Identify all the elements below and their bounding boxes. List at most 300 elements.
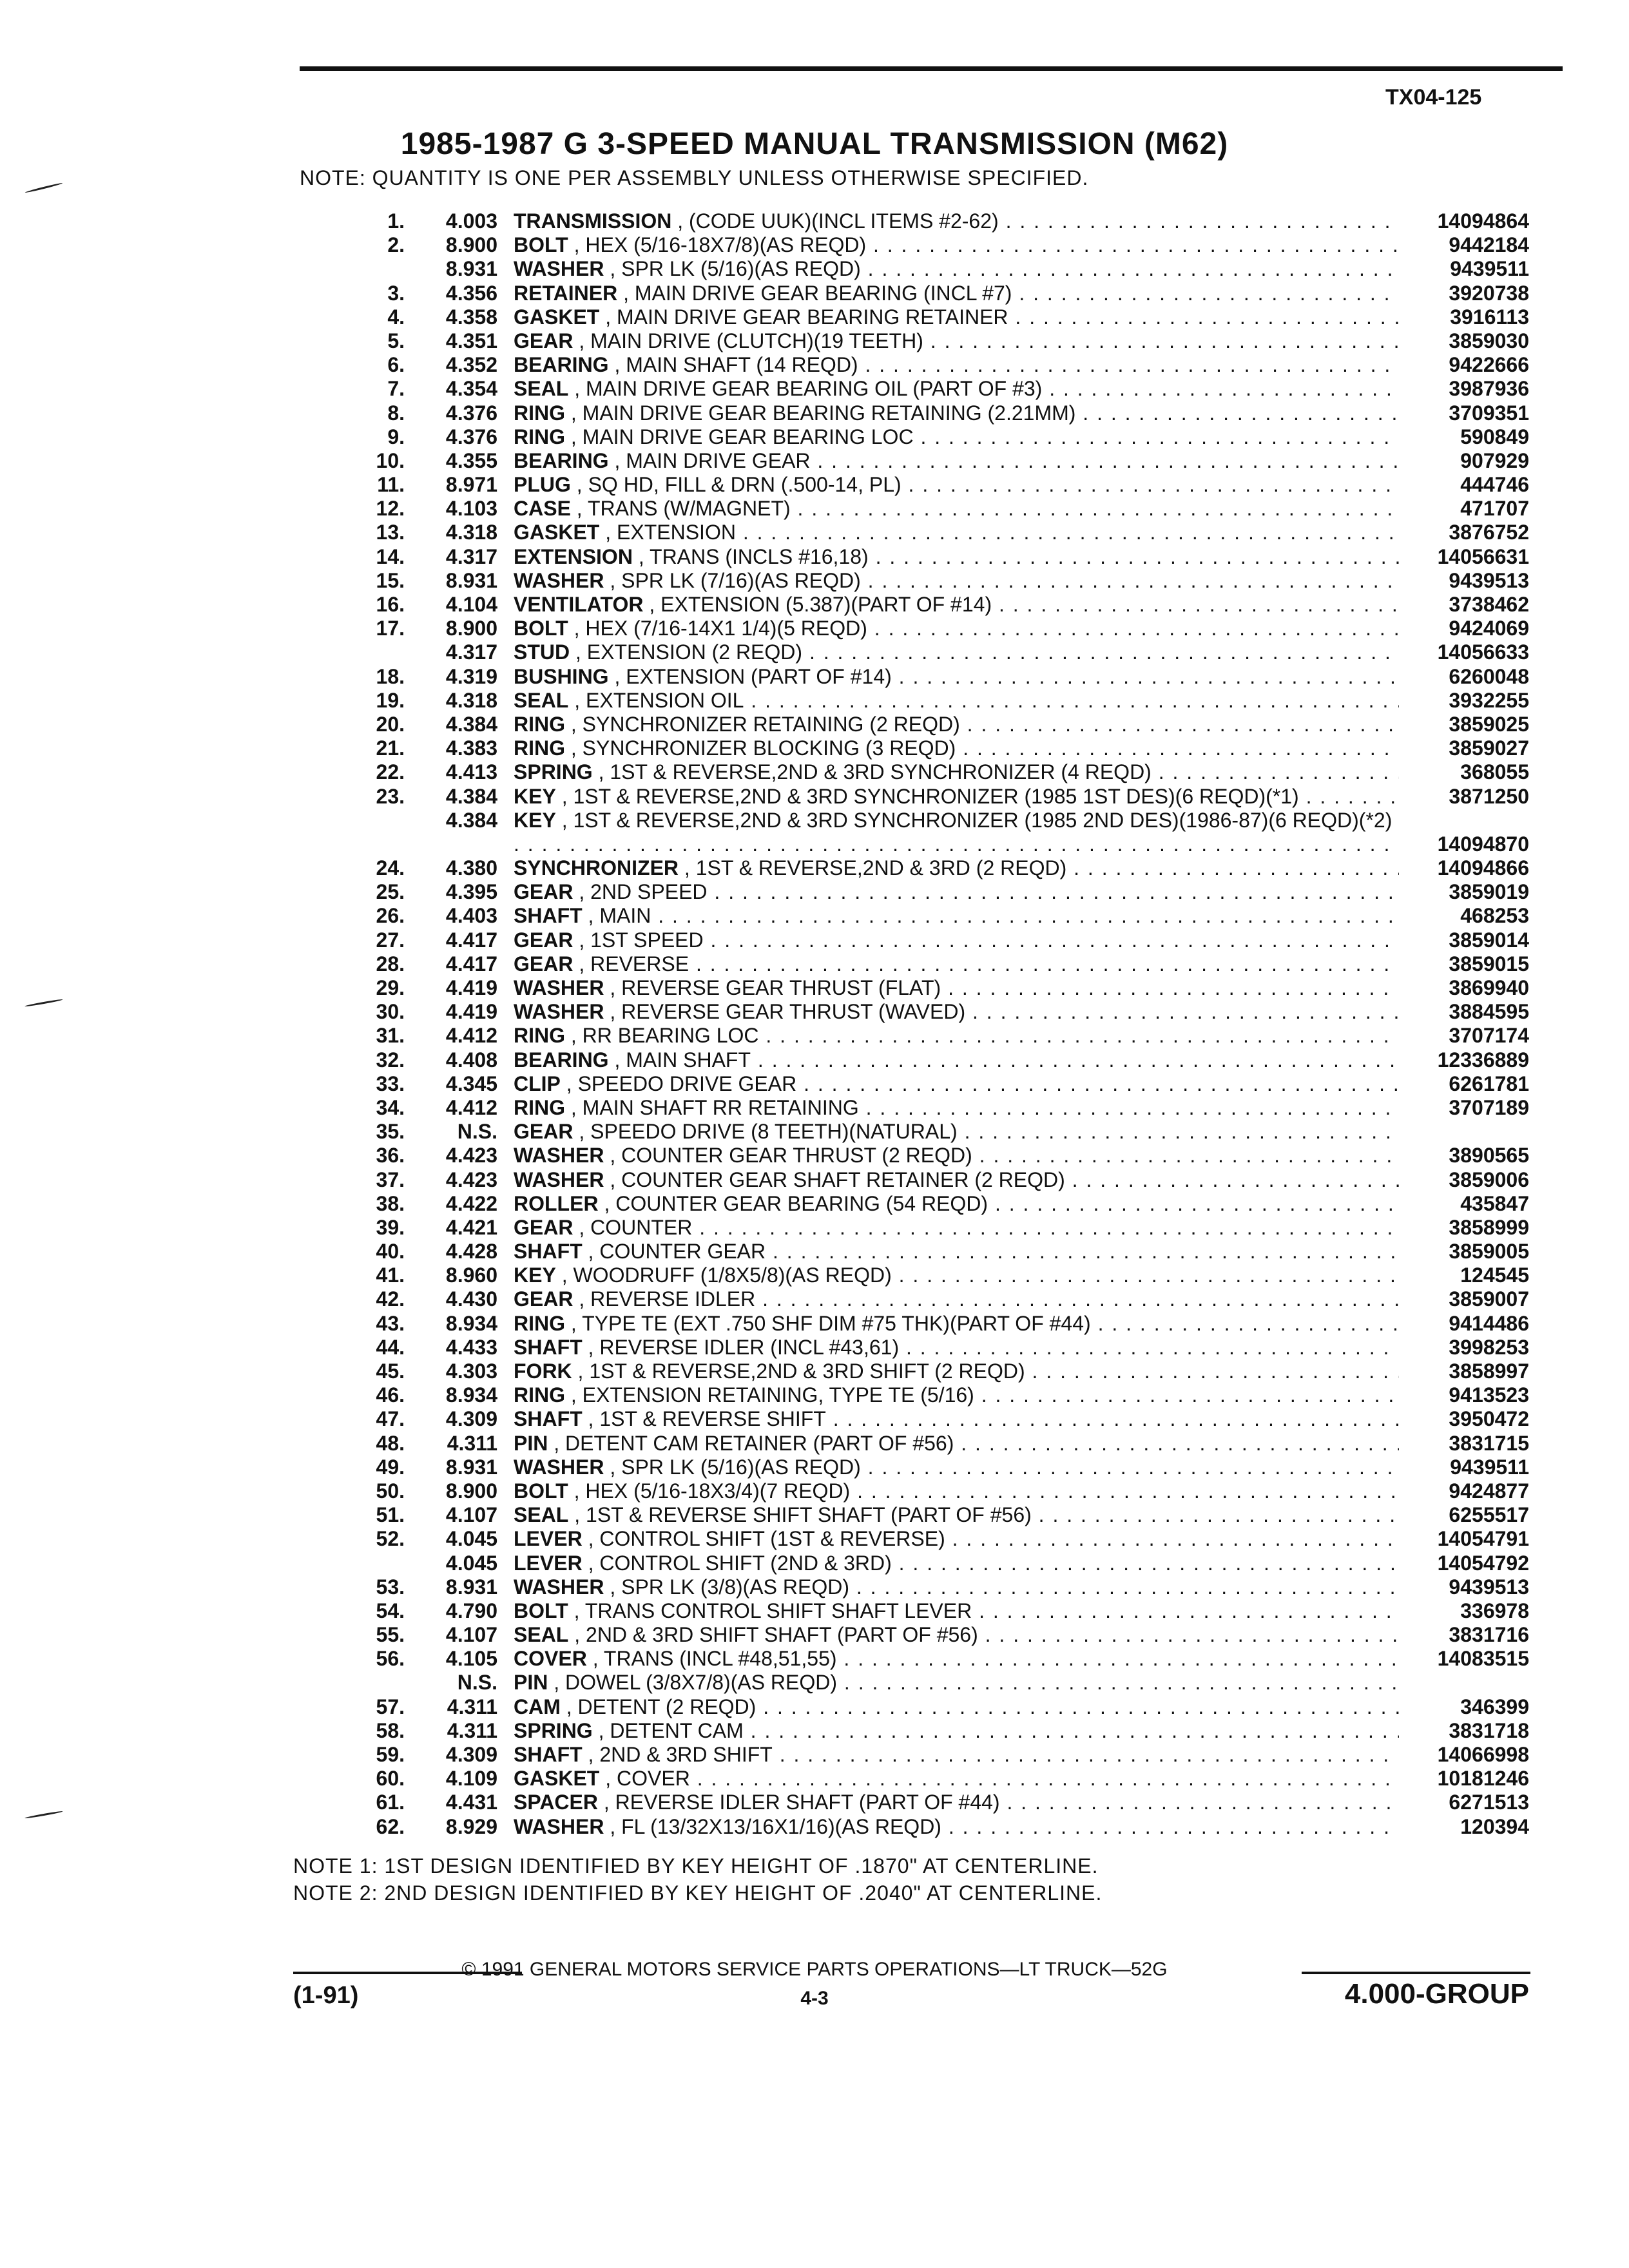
part-name: WASHER	[514, 1575, 604, 1599]
part-number: 9414486	[1449, 1311, 1529, 1335]
part-description	[514, 976, 1399, 1000]
footer-date: (1-91)	[293, 1982, 359, 2009]
part-group: 8.931	[445, 1455, 497, 1479]
part-index: 53.	[376, 1575, 405, 1599]
part-number: 468253	[1460, 904, 1529, 928]
part-group: 4.318	[445, 521, 497, 544]
part-index: 14.	[376, 544, 405, 568]
part-group: 4.428	[445, 1240, 497, 1264]
part-name: SPRING	[514, 760, 593, 784]
part-index: 21.	[376, 736, 405, 760]
part-name: RING	[514, 1095, 565, 1119]
part-detail: , MAIN DRIVE (CLUTCH)(19 TEETH)	[579, 329, 923, 352]
part-group: 4.352	[445, 353, 497, 377]
part-number: 435847	[1460, 1191, 1529, 1215]
part-description	[514, 1360, 1399, 1383]
part-number: 3859015	[1449, 952, 1529, 975]
part-detail: , 1ST SPEED	[579, 928, 704, 952]
part-number: 14056633	[1437, 640, 1529, 664]
part-description	[514, 209, 1399, 233]
part-name: TRANSMISSION	[514, 209, 672, 233]
part-group: N.S.	[457, 1120, 497, 1144]
part-description	[514, 425, 1399, 449]
part-name: SYNCHRONIZER	[514, 856, 679, 880]
part-number: 10181246	[1437, 1767, 1529, 1791]
part-number: 9442184	[1449, 233, 1529, 257]
part-row	[0, 1264, 1629, 1287]
part-description	[514, 1264, 1399, 1287]
part-description	[514, 1216, 1399, 1240]
part-index: 36.	[376, 1144, 405, 1168]
part-number: 3831716	[1449, 1623, 1529, 1647]
part-description	[514, 1719, 1399, 1743]
part-name: GEAR	[514, 952, 574, 975]
part-index: 30.	[376, 1000, 405, 1024]
part-detail: , EXTENSION (5.387)(PART OF #14)	[649, 593, 992, 616]
quantity-note: NOTE: QUANTITY IS ONE PER ASSEMBLY UNLESS OTHERWISE SPECIFIED.	[300, 166, 1089, 189]
part-number: 3998253	[1449, 1335, 1529, 1359]
part-description	[514, 1503, 1399, 1527]
part-group: 4.003	[445, 209, 497, 233]
part-number: 3707189	[1449, 1095, 1529, 1119]
part-name: WASHER	[514, 568, 604, 592]
part-detail: , HEX (5/16-18X7/8)(AS REQD)	[574, 233, 867, 257]
part-index: 1.	[387, 209, 405, 233]
part-name: STUD	[514, 640, 570, 664]
part-detail: , REVERSE IDLER (INCL #43,61)	[588, 1335, 900, 1359]
part-number: 9422666	[1449, 353, 1529, 377]
part-index: 28.	[376, 952, 405, 975]
part-detail: , COUNTER	[579, 1215, 693, 1239]
part-index: 8.	[387, 401, 405, 425]
part-group: 4.433	[445, 1335, 497, 1359]
part-row	[0, 785, 1629, 809]
part-number: 9439511	[1450, 1455, 1529, 1479]
part-index: 2.	[387, 233, 405, 257]
part-name: CASE	[514, 497, 571, 521]
part-group: 4.103	[445, 497, 497, 521]
part-row	[0, 1144, 1629, 1168]
part-index: 57.	[376, 1695, 405, 1718]
design-notes	[293, 1852, 1102, 1907]
part-description	[514, 952, 1399, 976]
part-row	[0, 880, 1629, 904]
part-description	[514, 1432, 1399, 1456]
part-detail: , TRANS (INCL #48,51,55)	[592, 1647, 837, 1671]
part-detail: , SPR LK (5/16)(AS REQD)	[610, 257, 861, 281]
part-group: 4.109	[445, 1767, 497, 1791]
part-index: 6.	[387, 353, 405, 377]
part-number: 6260048	[1449, 664, 1529, 688]
part-number: 6261781	[1449, 1072, 1529, 1095]
part-index: 20.	[376, 712, 405, 736]
part-number: 3707174	[1449, 1024, 1529, 1048]
part-row	[0, 1647, 1629, 1671]
part-description	[514, 1552, 1399, 1575]
part-number: 3920738	[1449, 281, 1529, 305]
part-group: 4.355	[445, 448, 497, 472]
part-row	[0, 736, 1629, 760]
part-name: PIN	[514, 1671, 548, 1695]
part-detail: , DETENT CAM	[598, 1718, 744, 1742]
part-group: 8.934	[445, 1383, 497, 1407]
part-number: 346399	[1460, 1695, 1529, 1718]
part-group: 4.376	[445, 401, 497, 425]
part-name: BOLT	[514, 617, 568, 640]
part-detail: , EXTENSION (2 REQD)	[575, 640, 803, 664]
part-row	[0, 1383, 1629, 1407]
part-name: LEVER	[514, 1527, 583, 1551]
part-description	[514, 880, 1399, 904]
part-row	[0, 809, 1629, 856]
part-detail: , 1ST & REVERSE,2ND & 3RD SYNCHRONIZER (1985 2ND DES)(1986-87)(6 REQD)(*2)	[561, 808, 1393, 832]
part-name: GEAR	[514, 880, 574, 904]
part-number: 3859006	[1449, 1168, 1529, 1191]
part-row	[0, 976, 1629, 1000]
part-number: 3859014	[1449, 928, 1529, 952]
part-detail: , RR BEARING LOC	[570, 1024, 759, 1048]
part-row	[0, 1360, 1629, 1383]
part-detail: , MAIN SHAFT (14 REQD)	[614, 353, 858, 377]
part-detail: , MAIN DRIVE GEAR BEARING RETAINER	[605, 305, 1008, 329]
part-name: SEAL	[514, 377, 569, 401]
part-row	[0, 665, 1629, 689]
part-row	[0, 1503, 1629, 1527]
part-number: 14054791	[1437, 1527, 1529, 1551]
part-name: WASHER	[514, 1455, 604, 1479]
part-number: 14094864	[1437, 209, 1529, 233]
part-index: 45.	[376, 1360, 405, 1383]
part-name: BUSHING	[514, 664, 609, 688]
part-description	[514, 305, 1399, 329]
part-number: 444746	[1460, 473, 1529, 497]
part-name: GEAR	[514, 1287, 574, 1311]
part-group: 8.900	[445, 617, 497, 640]
part-detail: , HEX (7/16-14X1 1/4)(5 REQD)	[574, 617, 867, 640]
part-row	[0, 1312, 1629, 1336]
part-index: 16.	[376, 593, 405, 616]
part-name: WASHER	[514, 257, 604, 281]
part-number: 3859007	[1449, 1287, 1529, 1311]
part-number: 6255517	[1449, 1503, 1529, 1527]
part-index: 59.	[376, 1743, 405, 1767]
part-group: 8.931	[445, 1575, 497, 1599]
part-description	[514, 593, 1399, 617]
part-group: 4.107	[445, 1623, 497, 1647]
part-description	[514, 1575, 1399, 1599]
part-row	[0, 904, 1629, 928]
part-group: 4.317	[445, 544, 497, 568]
part-index: 43.	[376, 1311, 405, 1335]
part-index: 32.	[376, 1048, 405, 1072]
part-description	[514, 1599, 1399, 1623]
part-description	[514, 521, 1399, 544]
part-group: 4.311	[447, 1431, 497, 1455]
part-description	[514, 329, 1399, 353]
part-name: FORK	[514, 1360, 572, 1383]
part-name: GEAR	[514, 1120, 574, 1144]
part-group: 4.421	[445, 1215, 497, 1239]
part-description	[514, 1479, 1399, 1503]
scan-mark	[25, 182, 63, 193]
part-index: 31.	[376, 1024, 405, 1048]
part-row	[0, 329, 1629, 353]
part-index: 38.	[376, 1191, 405, 1215]
part-name: BEARING	[514, 1048, 609, 1072]
part-row	[0, 1168, 1629, 1192]
part-description	[514, 1695, 1399, 1719]
part-name: BEARING	[514, 353, 609, 377]
part-group: 4.423	[445, 1144, 497, 1168]
part-row	[0, 497, 1629, 521]
part-detail: , SPEEDO DRIVE GEAR	[566, 1072, 797, 1095]
part-description	[514, 856, 1399, 880]
footer-copyright: © 1991 GENERAL MOTORS SERVICE PARTS OPERATIONS—LT TRUCK—52G	[461, 1959, 1168, 1980]
part-number: 9413523	[1449, 1383, 1529, 1407]
part-description	[514, 545, 1399, 569]
part-group: 4.351	[445, 329, 497, 352]
part-description	[514, 1791, 1399, 1814]
part-name: BOLT	[514, 1479, 568, 1503]
part-index: 4.	[387, 305, 405, 329]
part-row	[0, 713, 1629, 736]
part-description	[514, 1072, 1399, 1096]
part-description	[514, 1024, 1399, 1048]
page-title: 1985-1987 G 3-SPEED MANUAL TRANSMISSION (M62)	[400, 127, 1229, 161]
part-name: PIN	[514, 1431, 548, 1455]
part-index: 50.	[376, 1479, 405, 1503]
part-detail: , TRANS (W/MAGNET)	[576, 497, 791, 521]
part-group: 4.790	[445, 1599, 497, 1622]
part-group: 4.383	[445, 736, 497, 760]
part-detail: , DETENT CAM RETAINER (PART OF #56)	[554, 1431, 954, 1455]
part-index: 26.	[376, 904, 405, 928]
part-index: 37.	[376, 1168, 405, 1191]
part-group: 4.412	[445, 1095, 497, 1119]
part-number: 3987936	[1449, 377, 1529, 401]
part-description	[514, 1743, 1399, 1767]
part-detail: , COUNTER GEAR SHAFT RETAINER (2 REQD)	[610, 1168, 1065, 1191]
part-number: 3859027	[1449, 736, 1529, 760]
part-group: 4.354	[445, 377, 497, 401]
part-row	[0, 856, 1629, 880]
part-row	[0, 1552, 1629, 1575]
part-number: 14056631	[1437, 544, 1529, 568]
part-name: BOLT	[514, 233, 568, 257]
part-description	[514, 377, 1399, 401]
part-row	[0, 1048, 1629, 1072]
part-name: VENTILATOR	[514, 593, 644, 616]
part-row	[0, 1432, 1629, 1456]
part-number: 3858999	[1449, 1215, 1529, 1239]
part-detail: , 1ST & REVERSE,2ND & 3RD (2 REQD)	[684, 856, 1067, 880]
part-group: 8.929	[445, 1814, 497, 1838]
part-name: SHAFT	[514, 904, 583, 928]
part-group: 4.309	[445, 1743, 497, 1767]
part-name: WASHER	[514, 1168, 604, 1191]
part-description	[514, 1144, 1399, 1168]
part-number: 3950472	[1449, 1407, 1529, 1431]
part-number: 590849	[1460, 425, 1529, 448]
part-detail: , EXTENSION	[605, 521, 736, 544]
part-number: 9439511	[1450, 257, 1529, 281]
part-index: 52.	[376, 1527, 405, 1551]
part-group: 4.419	[445, 1000, 497, 1024]
part-index: 25.	[376, 880, 405, 904]
part-number: 12336889	[1437, 1048, 1529, 1072]
part-description	[514, 809, 1399, 856]
part-detail: , SQ HD, FILL & DRN (.500-14, PL)	[576, 473, 901, 497]
part-group: 4.380	[445, 856, 497, 880]
part-name: LEVER	[514, 1551, 583, 1575]
part-number: 336978	[1460, 1599, 1529, 1622]
part-row	[0, 1599, 1629, 1623]
part-detail: , MAIN DRIVE GEAR	[614, 448, 811, 472]
part-number: 120394	[1460, 1814, 1529, 1838]
part-detail: , DETENT (2 REQD)	[566, 1695, 757, 1718]
part-number: 3871250	[1449, 784, 1529, 808]
part-detail: , SPR LK (5/16)(AS REQD)	[610, 1455, 861, 1479]
part-row	[0, 449, 1629, 473]
part-detail: , COUNTER GEAR BEARING (54 REQD)	[604, 1191, 988, 1215]
part-number: 14094866	[1437, 856, 1529, 880]
part-row	[0, 1336, 1629, 1360]
part-detail: , 1ST & REVERSE SHIFT SHAFT (PART OF #56)	[574, 1503, 1032, 1527]
part-name: RING	[514, 1311, 565, 1335]
part-name: WASHER	[514, 1144, 604, 1168]
part-description	[514, 1048, 1399, 1072]
part-number: 14054792	[1437, 1551, 1529, 1575]
part-name: SHAFT	[514, 1743, 583, 1767]
part-row	[0, 760, 1629, 784]
part-detail: , COUNTER GEAR	[588, 1240, 766, 1264]
part-index: 44.	[376, 1335, 405, 1359]
part-row	[0, 593, 1629, 617]
part-name: CLIP	[514, 1072, 561, 1095]
part-name: SEAL	[514, 688, 569, 712]
part-name: KEY	[514, 784, 556, 808]
part-group: 4.412	[445, 1024, 497, 1048]
part-row	[0, 1479, 1629, 1503]
part-description	[514, 401, 1399, 425]
part-name: KEY	[514, 808, 556, 832]
part-index: 5.	[387, 329, 405, 352]
part-row	[0, 521, 1629, 544]
part-detail: , EXTENSION RETAINING, TYPE TE (5/16)	[570, 1383, 974, 1407]
part-group: 4.417	[445, 928, 497, 952]
part-description	[514, 1671, 1399, 1695]
part-group: 8.960	[445, 1264, 497, 1287]
part-detail: , CONTROL SHIFT (1ST & REVERSE)	[588, 1527, 945, 1551]
part-detail: , 2ND & 3RD SHIFT	[588, 1743, 773, 1767]
part-detail: , SPEEDO DRIVE (8 TEETH)(NATURAL)	[579, 1120, 958, 1144]
part-name: GASKET	[514, 305, 600, 329]
part-group: 4.309	[445, 1407, 497, 1431]
part-index: 23.	[376, 784, 405, 808]
part-index: 15.	[376, 568, 405, 592]
part-description	[514, 1623, 1399, 1647]
part-row	[0, 305, 1629, 329]
top-rule	[300, 66, 1563, 71]
part-index: 58.	[376, 1718, 405, 1742]
part-index: 62.	[376, 1814, 405, 1838]
part-row	[0, 1575, 1629, 1599]
part-index: 60.	[376, 1767, 405, 1791]
part-description	[514, 1240, 1399, 1264]
part-name: RING	[514, 712, 565, 736]
part-number: 3738462	[1449, 593, 1529, 616]
part-number: 3859005	[1449, 1240, 1529, 1264]
part-group: 8.931	[445, 568, 497, 592]
part-number: 3932255	[1449, 688, 1529, 712]
part-name: GEAR	[514, 928, 574, 952]
part-index: 7.	[387, 377, 405, 401]
part-detail: , REVERSE IDLER SHAFT (PART OF #44)	[603, 1791, 1000, 1814]
part-detail: , REVERSE GEAR THRUST (FLAT)	[610, 976, 941, 1000]
part-group: 4.317	[445, 640, 497, 664]
part-name: COVER	[514, 1647, 587, 1671]
part-name: CAM	[514, 1695, 561, 1718]
part-detail: , COVER	[605, 1767, 690, 1791]
part-index: 19.	[376, 688, 405, 712]
part-number: 3859025	[1449, 712, 1529, 736]
part-number: 14083515	[1437, 1647, 1529, 1671]
part-description	[514, 1192, 1399, 1216]
part-detail: , FL (13/32X13/16X1/16)(AS REQD)	[610, 1814, 941, 1838]
part-row	[0, 1767, 1629, 1791]
part-row	[0, 282, 1629, 305]
part-row	[0, 353, 1629, 377]
part-row	[0, 473, 1629, 497]
part-group: 4.311	[447, 1718, 497, 1742]
part-description	[514, 1815, 1399, 1839]
part-name: RING	[514, 1383, 565, 1407]
part-group: 4.384	[445, 712, 497, 736]
part-number: 3916113	[1450, 305, 1529, 329]
part-description	[514, 449, 1399, 473]
part-index: 35.	[376, 1120, 405, 1144]
part-detail: , HEX (5/16-18X3/4)(7 REQD)	[574, 1479, 851, 1503]
part-description	[514, 1120, 1399, 1144]
part-number: 9424877	[1449, 1479, 1529, 1503]
part-description	[514, 569, 1399, 593]
part-detail: , TRANS (INCLS #16,18)	[638, 544, 869, 568]
part-index: 34.	[376, 1095, 405, 1119]
part-name: RING	[514, 425, 565, 448]
footer-group: 4.000-GROUP	[1344, 1978, 1529, 2010]
part-index: 12.	[376, 497, 405, 521]
part-row	[0, 1024, 1629, 1048]
part-number: 14094870	[1437, 832, 1529, 856]
part-row	[0, 617, 1629, 640]
part-detail: , MAIN SHAFT	[614, 1048, 751, 1072]
part-index: 3.	[387, 281, 405, 305]
part-name: ROLLER	[514, 1191, 599, 1215]
part-row	[0, 1407, 1629, 1431]
document-code: TX04-125	[1385, 85, 1482, 110]
part-group: 4.403	[445, 904, 497, 928]
part-name: PLUG	[514, 473, 571, 497]
part-group: 4.384	[445, 808, 497, 832]
part-group: 4.413	[445, 760, 497, 784]
part-index: 10.	[376, 448, 405, 472]
part-detail: , MAIN DRIVE GEAR BEARING RETAINING (2.21MM)	[570, 401, 1076, 425]
part-group: 4.356	[445, 281, 497, 305]
part-index: 39.	[376, 1215, 405, 1239]
part-detail: , EXTENSION (PART OF #14)	[614, 664, 892, 688]
part-name: BEARING	[514, 448, 609, 472]
part-description	[514, 617, 1399, 640]
